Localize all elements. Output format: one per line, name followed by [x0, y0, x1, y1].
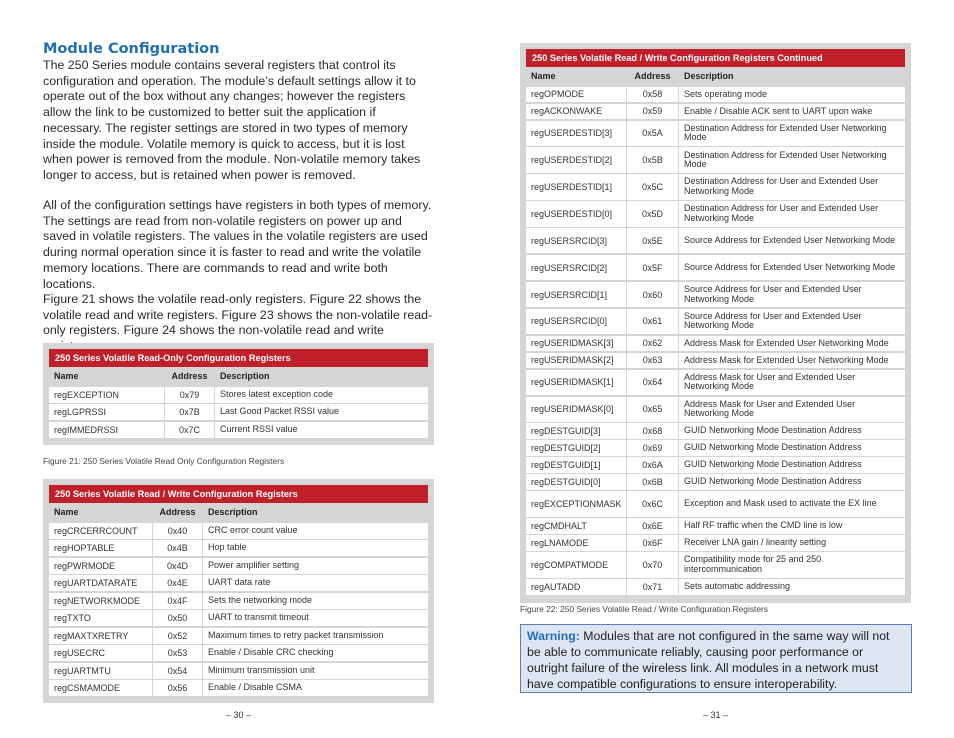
cell-address: 0x5B: [626, 147, 679, 172]
cell-name: regPWRMODE: [54, 560, 116, 571]
table-row: [49, 575, 428, 591]
cell-name: regUSERSRCID[1]: [531, 289, 608, 300]
cell-address: 0x4E: [152, 575, 203, 591]
warning-text: Modules that are not configured in the same way will not be able to communicate reliably, causing poor performance or outright failure of the wireless link. All modules in a network must have compatible configurations to ensure interoperability.: [527, 629, 890, 691]
cell-address: 0x64: [626, 370, 679, 395]
table-row: [526, 579, 905, 595]
cell-name: regUSERSRCID[2]: [531, 262, 608, 273]
cell-description: Maximum times to retry packet transmission: [208, 629, 384, 640]
cell-address: 0x6A: [626, 457, 679, 473]
table-row: [526, 440, 905, 456]
cell-name: regDESTGUID[1]: [531, 460, 601, 471]
cell-name: regTXTO: [54, 613, 91, 623]
cell-name: regCMDHALT: [531, 521, 587, 532]
table-row: [49, 663, 428, 679]
cell-address: 0x70: [626, 552, 679, 577]
cell-address: 0x54: [152, 663, 203, 679]
cell-name: regAUTADD: [531, 581, 581, 592]
cell-description: Source Address for User and Extended User Networking Mode: [684, 284, 862, 304]
cell-name: regUARTDATARATE: [54, 578, 138, 588]
table-title: 250 Series Volatile Read / Write Configuration Registers: [49, 485, 428, 503]
table-row: [526, 201, 905, 226]
cell-address: 0x5C: [626, 174, 679, 199]
table-row: [49, 404, 428, 420]
figure-21-caption: Figure 21: 250 Series Volatile Read Only Configuration Registers: [43, 456, 285, 466]
cell-name: regHOPTABLE: [54, 543, 115, 553]
cell-name: regUSERSRCID[3]: [531, 235, 608, 246]
cell-address: 0x79: [164, 387, 215, 403]
page-number: – 30 –: [225, 710, 252, 720]
table-row: [526, 535, 905, 551]
cell-name: regEXCEPTIONMASK: [531, 499, 622, 510]
cell-name: regUSERDESTID[3]: [531, 128, 613, 139]
cell-description: Current RSSI value: [220, 423, 298, 434]
table-body: [49, 523, 428, 697]
figure-22-caption: Figure 22: 250 Series Volatile Read / Write Configuration Registers: [520, 604, 768, 614]
header-address: Address: [634, 71, 671, 81]
readwrite-registers-continued-table: [520, 43, 911, 603]
cell-address: 0x5F: [626, 255, 679, 280]
cell-name: regCSMAMODE: [54, 683, 121, 693]
cell-name: regUSERIDMASK[1]: [531, 377, 614, 388]
table-row: [526, 255, 905, 280]
cell-address: 0x62: [626, 336, 679, 352]
cell-address: 0x6C: [626, 491, 679, 516]
cell-address: 0x5A: [626, 121, 679, 146]
cell-address: 0x68: [626, 423, 679, 439]
cell-name: regEXCEPTION: [54, 389, 120, 400]
table-row: [526, 228, 905, 253]
table-header-row: [49, 367, 428, 385]
table-row: [49, 558, 428, 574]
header-address: Address: [159, 507, 196, 517]
header-name: Name: [54, 507, 79, 517]
cell-address: 0x7B: [164, 404, 215, 420]
table-row: [49, 422, 428, 438]
cell-address: 0x4D: [152, 558, 203, 574]
cell-description: Receiver LNA gain / linearity setting: [684, 537, 827, 548]
cell-address: 0x59: [626, 104, 679, 120]
cell-description: Address Mask for Extended User Networking Mode: [684, 337, 889, 348]
table-row: [526, 457, 905, 473]
cell-address: 0x5E: [626, 228, 679, 253]
cell-name: regUSERDESTID[1]: [531, 181, 613, 192]
cell-description: Compatibility mode for 25 and 250 intercommunication: [684, 554, 822, 574]
cell-name: regUARTMTU: [54, 665, 111, 676]
table-row: [526, 552, 905, 577]
table-body: [49, 387, 428, 438]
cell-name: regDESTGUID[0]: [531, 477, 601, 488]
table-title: 250 Series Volatile Read-Only Configuration Registers: [49, 349, 428, 367]
cell-address: 0x7C: [164, 422, 215, 438]
warning-box: [520, 624, 912, 693]
cell-description: GUID Networking Mode Destination Address: [684, 425, 862, 436]
cell-address: 0x58: [626, 87, 679, 103]
cell-address: 0x63: [626, 353, 679, 369]
cell-name: regUSERDESTID[0]: [531, 208, 613, 219]
cell-description: Minimum transmission unit: [208, 664, 315, 675]
table-row: [526, 518, 905, 534]
cell-name: regOPMODE: [531, 89, 585, 100]
header-description: Description: [220, 371, 270, 381]
table-row: [526, 353, 905, 369]
paragraph-3: Figure 21 shows the volatile read-only registers. Figure 22 shows the volatile read and write registers. Figure 23 shows the non-volatile read-only registers. Figure 24 shows the non-volatile read and write: [43, 292, 433, 338]
table-row: [526, 147, 905, 172]
header-address: Address: [171, 371, 208, 381]
cell-name: regLNAMODE: [531, 538, 589, 549]
right-page: [477, 0, 954, 738]
cell-name: regUSECRC: [54, 648, 106, 658]
table-row: [526, 370, 905, 395]
cell-description: Address Mask for User and Extended User Networking Mode: [684, 398, 856, 419]
cell-address: 0x4F: [152, 593, 203, 609]
header-description: Description: [208, 507, 258, 517]
cell-description: Address Mask for Extended User Networking Mode: [684, 354, 889, 365]
cell-description: Enable / Disable ACK sent to UART upon wake: [684, 105, 873, 116]
header-name: Name: [531, 71, 556, 81]
cell-description: CRC error count value: [208, 524, 298, 535]
table-header-row: [526, 67, 905, 85]
table-row: [526, 423, 905, 439]
table-row: [526, 174, 905, 199]
table-row: [526, 87, 905, 103]
table-row: [526, 121, 905, 146]
cell-name: regDESTGUID[3]: [531, 426, 601, 437]
cell-name: regUSERDESTID[2]: [531, 155, 613, 166]
cell-description: GUID Networking Mode Destination Address: [684, 459, 862, 470]
cell-name: regUSERIDMASK[2]: [531, 355, 614, 366]
table-row: [526, 491, 905, 516]
cell-description: UART to transmit timeout: [208, 612, 309, 623]
table-header-row: [49, 503, 428, 521]
cell-address: 0x40: [152, 523, 203, 539]
cell-name: regUSERIDMASK[0]: [531, 404, 614, 415]
section-heading: Module Configuration: [43, 41, 220, 57]
cell-description: Hop table: [208, 542, 247, 553]
table-row: [49, 523, 428, 539]
cell-address: 0x50: [152, 610, 203, 626]
cell-address: 0x6B: [626, 474, 679, 490]
cell-address: 0x65: [626, 397, 679, 422]
table-title: 250 Series Volatile Read / Write Configuration Registers Continued: [526, 49, 905, 67]
table-body: [526, 87, 905, 595]
cell-description: Sets the networking mode: [208, 594, 313, 605]
cell-description: Source Address for User and Extended User Networking Mode: [684, 310, 862, 331]
table-row: [526, 336, 905, 352]
table-row: [49, 610, 428, 626]
cell-description: GUID Networking Mode Destination Address: [684, 442, 862, 453]
cell-description: Enable / Disable CSMA: [208, 682, 303, 693]
cell-name: regMAXTXRETRY: [54, 630, 129, 641]
cell-name: regUSERIDMASK[3]: [531, 338, 614, 349]
table-row: [526, 474, 905, 490]
page-number: – 31 –: [702, 710, 729, 720]
cell-address: 0x69: [626, 440, 679, 456]
cell-address: 0x6E: [626, 518, 679, 534]
cell-description: GUID Networking Mode Destination Address: [684, 476, 862, 487]
cell-address: 0x60: [626, 282, 679, 307]
table-row: [526, 104, 905, 120]
readwrite-registers-table: [43, 479, 434, 703]
cell-name: regACKONWAKE: [531, 106, 603, 117]
cell-name: regDESTGUID[2]: [531, 443, 601, 454]
readonly-registers-table: [43, 343, 434, 445]
cell-description: Source Address for Extended User Networking Mode: [684, 235, 896, 245]
table-row: [49, 645, 428, 661]
table-row: [526, 282, 905, 307]
cell-description: Half RF traffic when the CMD line is low: [684, 520, 843, 531]
cell-description: Source Address for Extended User Networking Mode: [684, 261, 896, 272]
cell-description: Destination Address for Extended User Networking Mode: [684, 149, 887, 170]
header-name: Name: [54, 371, 79, 381]
cell-name: regCRCERRCOUNT: [54, 525, 138, 536]
cell-description: Destination Address for User and Extended User Networking Mode: [684, 176, 879, 196]
warning-label: Warning:: [527, 629, 580, 643]
cell-address: 0x6F: [626, 535, 679, 551]
cell-address: 0x53: [152, 645, 203, 661]
cell-address: 0x61: [626, 309, 679, 334]
paragraph-2: All of the configuration settings have registers in both types of memory. The settings are read from non-volatile registers on power up and saved in volatile registers. The values in the volatile registers are used during normal operation since it is faster to read and write the volatile memory locations. There are commands to read and write both locations.: [43, 198, 432, 291]
cell-address: 0x56: [152, 680, 203, 696]
table-row: [526, 397, 905, 422]
table-row: [49, 628, 428, 644]
cell-description: Address Mask for User and Extended User Networking Mode: [684, 371, 856, 392]
cell-description: UART data rate: [208, 577, 271, 588]
cell-name: regNETWORKMODE: [54, 595, 141, 606]
cell-name: regUSERSRCID[0]: [531, 316, 608, 327]
cell-description: Enable / Disable CRC checking: [208, 647, 334, 658]
cell-address: 0x71: [626, 579, 679, 595]
table-row: [49, 680, 428, 696]
paragraph-1: The 250 Series module contains several registers that control its configuration and operation. The module’s default settings allow it to operate out of the box without any changes; however the registers allow the link to be customized to better suit the application if necessary. The register settings are stored in two types of memory inside the module. Volatile memory is quick to access, but it is lost when power is removed from the module. Non-volatile memory takes longer to access, but is retained when power is removed.: [43, 58, 421, 182]
cell-description: Destination Address for Extended User Networking Mode: [684, 122, 887, 143]
table-row: [526, 309, 905, 334]
table-row: [49, 540, 428, 556]
cell-address: 0x4B: [152, 540, 203, 556]
cell-description: Power amplifier setting: [208, 559, 300, 570]
cell-address: 0x5D: [626, 201, 679, 226]
cell-description: Stores latest exception code: [220, 388, 334, 399]
cell-name: regIMMEDRSSI: [54, 424, 119, 435]
table-row: [49, 593, 428, 609]
cell-address: 0x52: [152, 628, 203, 644]
header-description: Description: [684, 71, 734, 81]
cell-description: Sets automatic addressing: [684, 581, 791, 592]
cell-name: regCOMPATMODE: [531, 559, 609, 570]
cell-name: regLGPRSSI: [54, 407, 107, 417]
cell-description: Destination Address for User and Extended User Networking Mode: [684, 203, 879, 223]
cell-description: Exception and Mask used to activate the EX line: [684, 498, 877, 509]
table-row: [49, 387, 428, 403]
cell-description: Sets operating mode: [684, 88, 768, 99]
cell-description: Last Good Packet RSSI value: [220, 406, 340, 417]
